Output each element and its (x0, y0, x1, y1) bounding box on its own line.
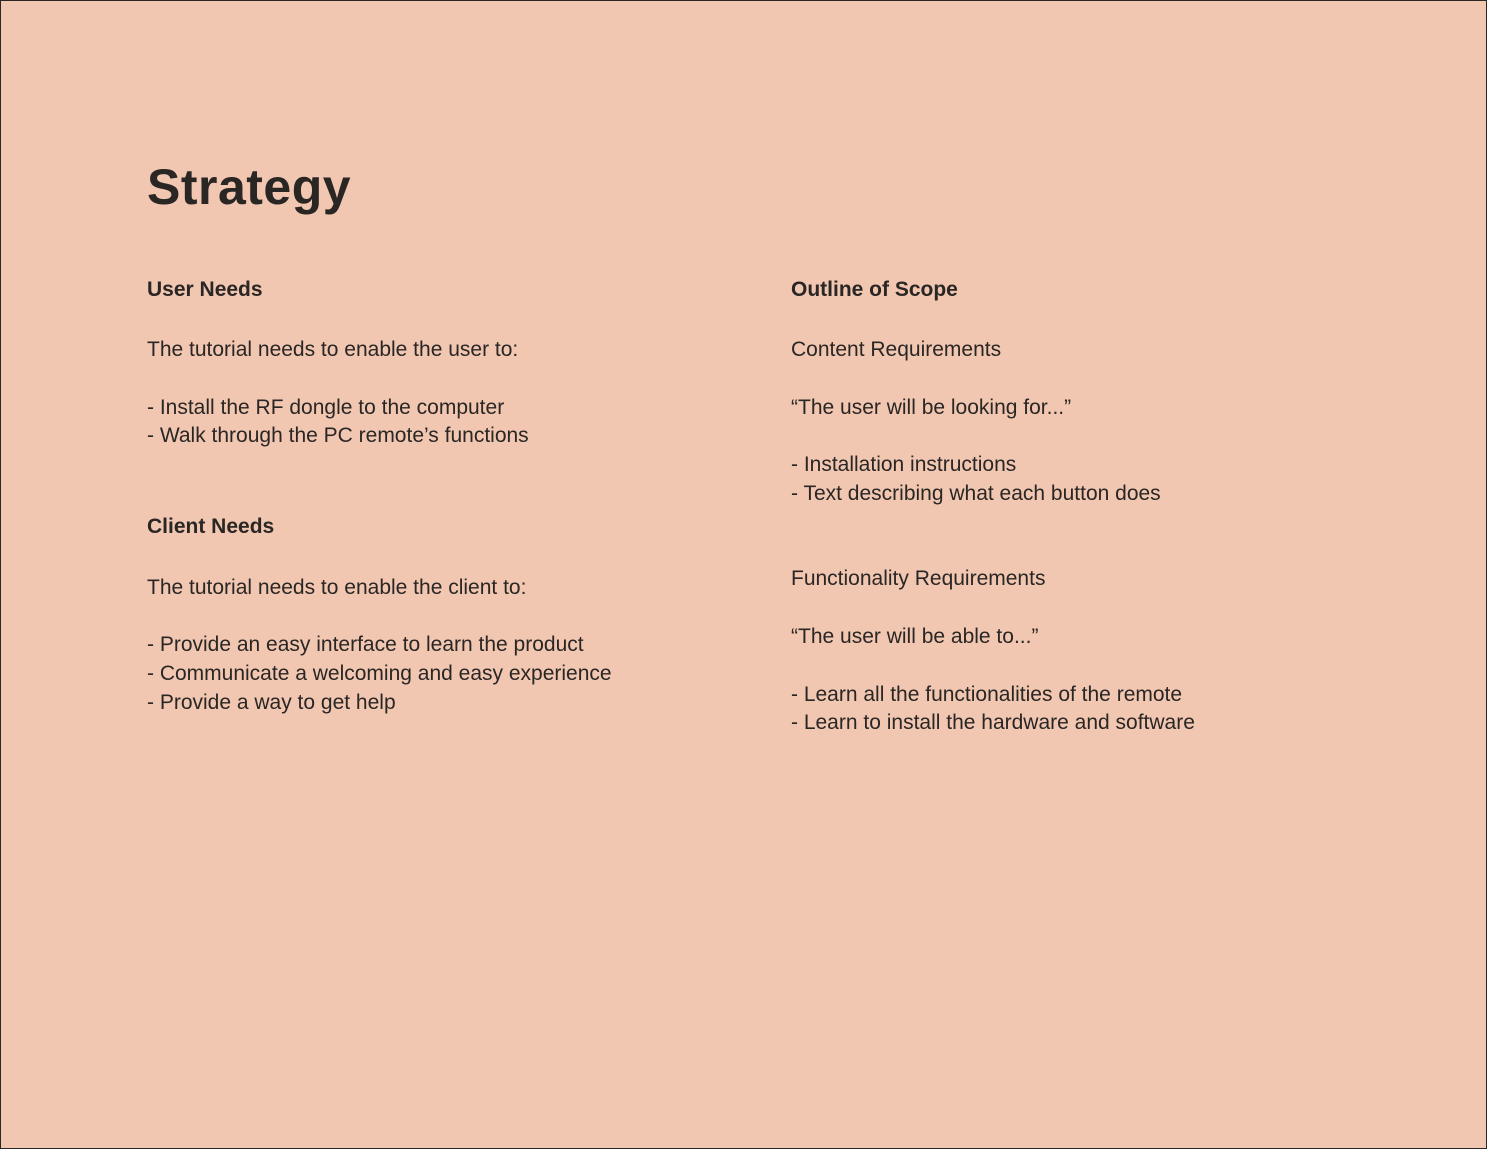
client-needs-list (147, 631, 747, 717)
needs-column (147, 276, 747, 717)
functionality-requirements-block (791, 565, 1391, 737)
client-needs-item: - Provide an easy interface to learn the product (147, 633, 584, 657)
client-needs-item: - Communicate a welcoming and easy experience (147, 661, 612, 685)
content-requirements-item: - Text describing what each button does (791, 481, 1161, 505)
user-needs-list (147, 394, 747, 451)
user-needs-item: - Install the RF dongle to the computer (147, 395, 505, 419)
outline-of-scope-section (791, 276, 1391, 738)
client-needs-intro: The tutorial needs to enable the client to: (147, 575, 527, 599)
functionality-requirements-item: - Learn to install the hardware and software (791, 711, 1195, 735)
client-needs-heading: Client Needs (147, 514, 275, 538)
outline-of-scope-heading: Outline of Scope (791, 278, 958, 301)
content-requirements-label: Content Requirements (791, 338, 1002, 361)
functionality-requirements-label: Functionality Requirements (791, 567, 1046, 591)
page-title: Strategy (147, 159, 352, 215)
content-requirements-item: - Installation instructions (791, 453, 1017, 477)
functionality-requirements-item: - Learn all the functionalities of the remote (791, 682, 1183, 706)
functionality-requirements-list (791, 681, 1391, 738)
scope-column (791, 276, 1391, 738)
functionality-requirements-quote: “The user will be able to...” (791, 624, 1039, 648)
user-needs-intro: The tutorial needs to enable the user to: (147, 338, 519, 361)
user-needs-item: - Walk through the PC remote’s functions (147, 424, 529, 448)
client-needs-item: - Provide a way to get help (147, 690, 396, 714)
content-requirements-list (791, 451, 1391, 508)
user-needs-heading: User Needs (147, 278, 263, 301)
client-needs-section (147, 513, 747, 717)
user-needs-section (147, 276, 747, 451)
content-requirements-quote: “The user will be looking for...” (791, 395, 1072, 419)
content-requirements-block (791, 336, 1391, 508)
